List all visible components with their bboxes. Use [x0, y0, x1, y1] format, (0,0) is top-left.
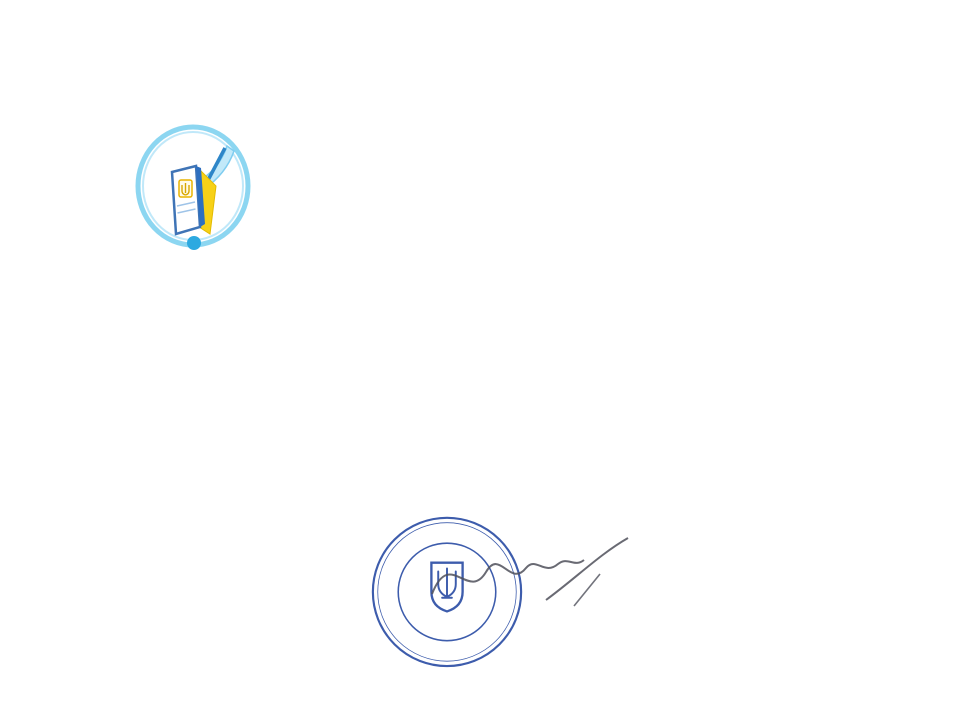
director-signature: [424, 534, 644, 626]
college-logo: [130, 110, 256, 260]
qr-code-bottom: [718, 443, 810, 535]
qr-code-top: [793, 352, 878, 437]
book-icon: [172, 166, 200, 234]
